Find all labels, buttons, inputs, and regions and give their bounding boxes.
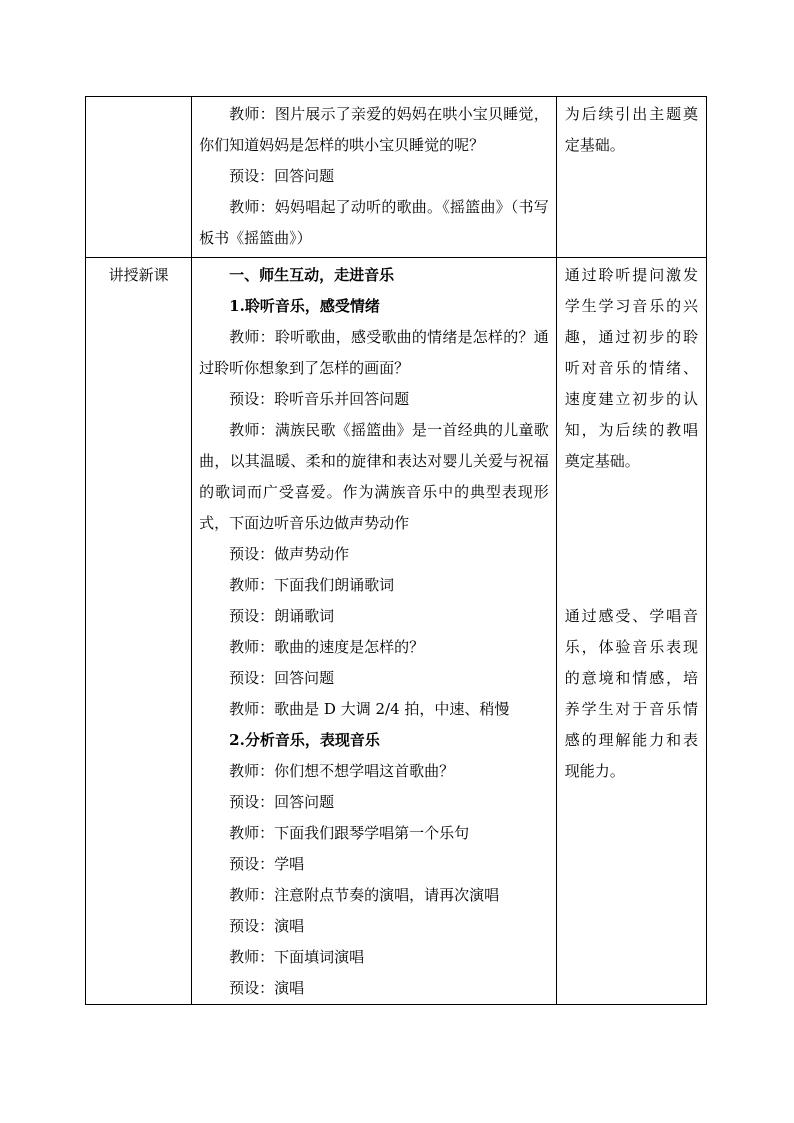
purpose-text: 通过聆听提问激发学生学习音乐的兴趣，通过初步的聆听对音乐的情绪、速度建立初步的认知，为后续的教唱奠定基础。 xyxy=(564,266,698,470)
content-paragraph: 教师：下面我们朗诵歌词 xyxy=(229,576,395,594)
content-cell xyxy=(192,97,557,258)
content-paragraph: 教师：注意附点节奏的演唱，请再次演唱 xyxy=(229,886,500,904)
content-paragraph: 预设：回答问题 xyxy=(229,167,335,185)
content-paragraph: 教师：满族民歌《摇篮曲》是一首经典的儿童歌曲，以其温暖、柔和的旋律和表达对婴儿关爱与祝福的歌词而广受喜爱。作为满族音乐中的典型表现形式，下面边听音乐边做声势动作 xyxy=(199,421,549,532)
content-paragraph: 教师：歌曲的速度是怎样的？ xyxy=(229,638,425,656)
lesson-plan-table xyxy=(85,96,707,1005)
content-paragraph: 教师：图片展示了亲爱的妈妈在哄小宝贝睡觉，你们知道妈妈是怎样的哄小宝贝睡觉的呢？ xyxy=(199,105,549,154)
purpose-cell xyxy=(556,97,706,258)
content-paragraph: 教师：聆听歌曲，感受歌曲的情绪是怎样的？通过聆听你想象到了怎样的画面？ xyxy=(199,328,549,377)
section-heading: 一、师生互动，走进音乐 xyxy=(229,266,395,284)
content-paragraph: 教师：下面填词演唱 xyxy=(229,948,365,966)
stage-cell xyxy=(86,258,192,1005)
subsection-heading: 1.聆听音乐，感受情绪 xyxy=(229,297,380,315)
purpose-cell xyxy=(556,258,706,1005)
stage-label xyxy=(86,97,191,99)
subsection-heading: 2.分析音乐，表现音乐 xyxy=(229,731,380,749)
content-paragraph: 教师：下面我们跟琴学唱第一个乐句 xyxy=(229,824,470,842)
content-paragraph: 预设：聆听音乐并回答问题 xyxy=(229,390,410,408)
table-row xyxy=(86,97,707,258)
content-paragraph: 预设：回答问题 xyxy=(229,669,335,687)
purpose-text: 为后续引出主题奠定基础。 xyxy=(564,105,698,154)
content-cell xyxy=(192,258,557,1005)
content-paragraph: 预设：朗诵歌词 xyxy=(229,607,335,625)
content-paragraph: 预设：学唱 xyxy=(229,855,305,873)
content-paragraph: 预设：做声势动作 xyxy=(229,545,350,563)
content-paragraph: 预设：回答问题 xyxy=(229,793,335,811)
content-paragraph: 教师：妈妈唱起了动听的歌曲。《摇篮曲》（书写板书《摇篮曲》） xyxy=(199,198,549,247)
stage-label: 讲授新课 xyxy=(108,266,169,284)
content-paragraph: 教师：歌曲是 D 大调 2/4 拍，中速、稍慢 xyxy=(229,700,510,718)
table-row xyxy=(86,258,707,1005)
content-paragraph: 教师：你们想不想学唱这首歌曲？ xyxy=(229,762,455,780)
stage-cell xyxy=(86,97,192,258)
purpose-spacer xyxy=(565,477,698,601)
content-paragraph: 预设：演唱 xyxy=(229,917,305,935)
content-paragraph: 预设：演唱 xyxy=(229,979,305,997)
purpose-text: 通过感受、学唱音乐，体验音乐表现的意境和情感，培养学生对于音乐情感的理解能力和表现能力。 xyxy=(564,607,698,780)
